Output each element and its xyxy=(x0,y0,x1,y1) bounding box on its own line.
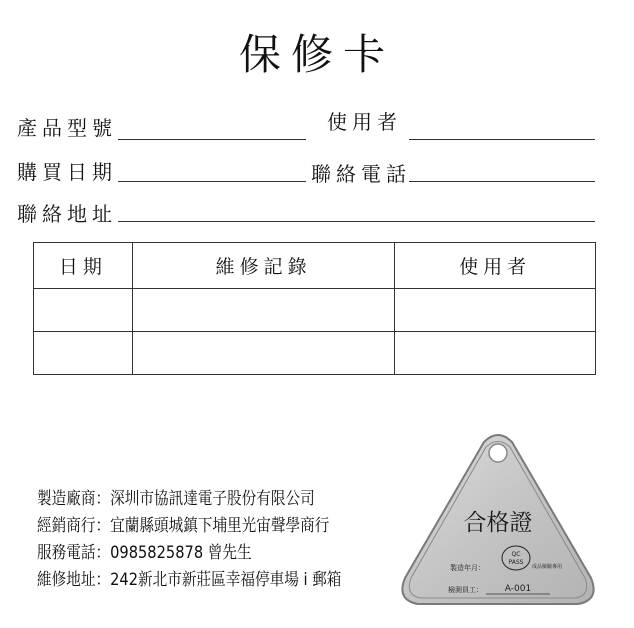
phone-field-line[interactable] xyxy=(409,181,595,182)
qc-pass-tag xyxy=(398,432,598,608)
repair-address-text: 維修地址：242新北市新莊區幸福停車場 i 郵箱 xyxy=(37,570,342,590)
inspector-id: A-001 xyxy=(504,584,532,594)
table-cell[interactable] xyxy=(34,289,133,332)
address-label: 聯絡地址 xyxy=(17,202,117,226)
dealer-text: 經銷商行：宜蘭縣頭城鎮下埔里光宙聲學商行 xyxy=(37,516,330,536)
service-phone-text: 服務電話：0985825878 曾先生 xyxy=(37,543,252,563)
purchase-date-field-line[interactable] xyxy=(118,181,306,182)
table-row xyxy=(34,289,596,332)
table-cell[interactable] xyxy=(132,332,395,375)
user-field-line[interactable] xyxy=(409,139,595,140)
table-cell[interactable] xyxy=(395,332,596,375)
header-repair-record: 維修記錄 xyxy=(132,243,395,289)
tag-hole xyxy=(489,444,507,462)
qc-text: QC xyxy=(511,551,521,558)
purchase-date-label: 購買日期 xyxy=(17,160,117,184)
table-cell[interactable] xyxy=(395,289,596,332)
phone-label: 聯絡電話 xyxy=(311,162,411,186)
header-user: 使用者 xyxy=(395,243,596,289)
manufacture-date-label: 製造年月： xyxy=(450,564,485,572)
address-field-line[interactable] xyxy=(118,221,595,222)
stamp-text: 成品檢驗專用 xyxy=(532,564,563,570)
table-cell[interactable] xyxy=(132,289,395,332)
model-field-line[interactable] xyxy=(118,139,306,140)
page-title: 保修卡 xyxy=(238,30,395,79)
table-header-row xyxy=(34,243,596,289)
manufacturer-text: 製造廠商：深圳市協訊達電子股份有限公司 xyxy=(37,489,315,509)
table-cell[interactable] xyxy=(34,332,133,375)
user-label: 使用者 xyxy=(327,110,402,134)
header-date: 日期 xyxy=(34,243,133,289)
inspector-label: 檢測員工： xyxy=(448,586,483,594)
table-row xyxy=(34,332,596,375)
repair-record-table xyxy=(33,242,596,375)
tag-title: 合格證 xyxy=(463,510,533,536)
pass-text: PASS xyxy=(508,559,524,566)
model-label: 產品型號 xyxy=(17,116,117,140)
